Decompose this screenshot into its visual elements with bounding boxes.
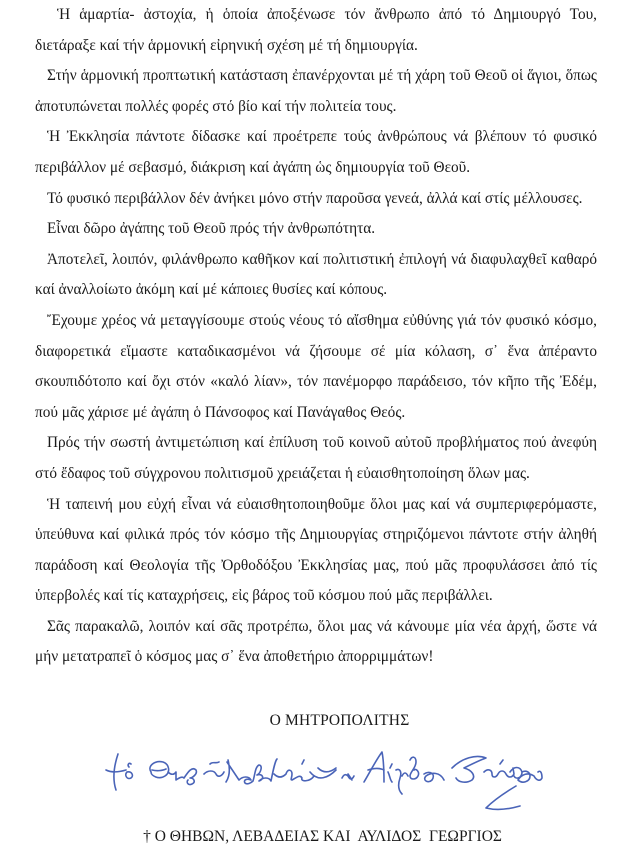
paragraph: Ἡ Ἐκκλησία πάντοτε δίδασκε καί προέτρεπε τούς ἀνθρώπους νά βλέπουν τό φυσικό περιβάλλον μέ σεβασμό, διάκριση καί ἀγάπη ὡς δημιουργία τοῦ Θεοῦ. (35, 128, 597, 176)
signature-stroke (364, 752, 444, 794)
paragraph: Ἔχουμε χρέος νά μεταγγίσουμε στούς νέους τό αἴσθημα εὐθύνης γιά τόν φυσικό κόσμο, διαφορετικά εἴμαστε καταδικασμένοι νά ζήσουμε σέ μία κόλαση, σ᾽ ἕνα ἀπέραντο σκουπιδότοπο καί ὄχι στόν «καλό λίαν», τόν πανέμορφο παράδεισο, τόν κῆπο τῆς Ἐδέμ, πού μᾶς χάρισε μέ ἀγάπη ὁ Πάνσοφος καί Πανάγαθος Θεός. (35, 311, 597, 421)
closing-title-text: Ο ΜΗΤΡΟΠΟΛΙΤΗΣ (269, 712, 410, 729)
closing-title (56, 712, 623, 730)
paragraph: Πρός τήν σωστή ἀντιμετώπιση καί ἐπίλυση τοῦ κοινοῦ αὐτοῦ προβλήματος πού ἀνεφύη στό ἔδαφος τοῦ σύγχρονου πολιτισμοῦ χρειάζεται ἡ εὐαισθητοποίηση ὅλων μας. (35, 434, 597, 482)
signature-stroke (226, 759, 336, 784)
paragraph: Ἀποτελεῖ, λοιπόν, φιλάνθρωπο καθῆκον καί πολιτιστική ἐπιλογή νά διαφυλαχθεῖ καθαρό καί ἀναλλοίωτο ἀκόμη καί μέ κάποιες θυσίες καί κόπους. (35, 250, 597, 299)
signature-stroke (342, 774, 354, 780)
handwritten-signature (96, 742, 566, 818)
signature-drawing (96, 742, 566, 818)
signature-stroke (126, 772, 133, 779)
signature-stroke (106, 770, 126, 772)
signature-stroke (486, 786, 520, 809)
paragraph: Ἡ ταπεινή μου εὐχή εἶναι νά εὐαισθητοποιηθοῦμε ὅλοι μας καί νά συμπεριφερόμαστε, ὑπεύθυνα καί φιλικά πρός τόν κόσμο τῆς Δημιουργίας στηριζόμενοι πάντοτε στήν ἀληθή παράδοση καί Θεολογία τῆς Ὀρθοδόξου Ἐκκλησίας μας, πού μᾶς προφυλάσσει ἀπό τίς ὑπερβολές καί τίς καταχρήσεις, εἰς βάρος τοῦ κόσμου πού μᾶς περιβάλλει. (35, 495, 597, 605)
signature-stroke (150, 762, 224, 785)
paragraph: Εἶναι δῶρο ἀγάπης τοῦ Θεοῦ πρός τήν ἀνθρωπότητα. (47, 220, 376, 238)
signature-stroke (452, 756, 542, 782)
paragraph: Ἡ ἁμαρτία- ἀστοχία, ἡ ὁποία ἀποξένωσε τόν ἄνθρωπο ἀπό τό Δημιουργό Του, διετάραξε καί τήν ἁρμονική εἰρηνική σχέση μέ τή δημιουργία. (35, 6, 597, 54)
signer-name: † Ο ΘΗΒΩΝ, ΛΕΒΑΔΕΙΑΣ ΚΑΙ ΑΥΛΙΔΟΣ ΓΕΩΡΓΙΟΣ (143, 828, 502, 845)
paragraph: Τό φυσικό περιβάλλον δέν ἀνήκει μόνο στήν παροῦσα γενεά, ἀλλά καί στίς μέλλουσες. (47, 189, 583, 207)
signer-name-block (0, 828, 623, 846)
paragraph: Σᾶς παρακαλῶ, λοιπόν καί σᾶς προτρέπω, ὅλοι μας νά κάνουμε μία νέα ἀρχή, ὥστε νά μήν μετατραπεῖ ὁ κόσμος μας σ᾽ ἕνα ἀποθετήριο ἀπορριμμάτων! (35, 617, 597, 666)
signature-stroke (128, 763, 131, 767)
paragraph: Στήν ἁρμονική προπτωτική κατάσταση ἐπανέρχονται μέ τή χάρη τοῦ Θεοῦ οἱ ἅγιοι, ὅπως ἀποτυπώνεται πολλές φορές στό βίο καί τήν πολιτεία τους. (35, 67, 597, 115)
letter-body (35, 0, 597, 673)
